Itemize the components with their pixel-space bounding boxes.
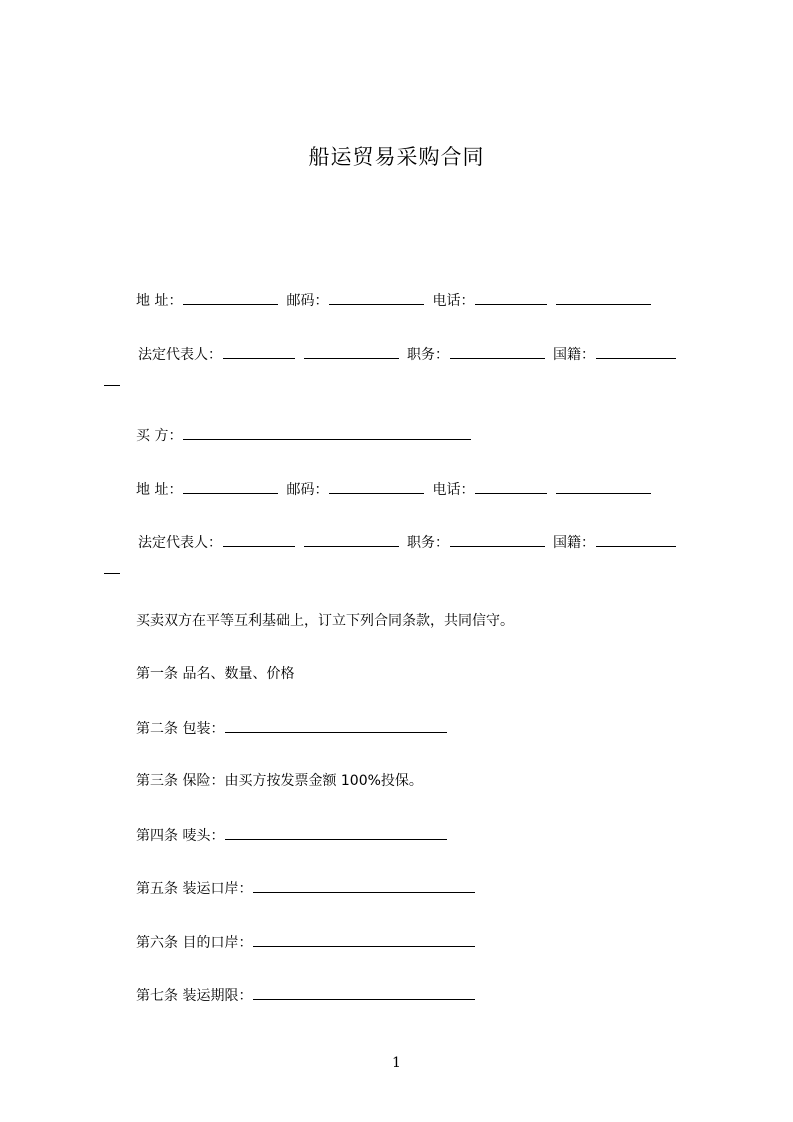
seller-position-label: 职务：	[407, 347, 449, 363]
buyer-phone-extra-blank[interactable]	[556, 479, 651, 494]
buyer-legal-rep-blank[interactable]	[223, 532, 295, 547]
seller-legal-rep-extra-blank[interactable]	[304, 344, 399, 359]
buyer-phone-blank[interactable]	[475, 479, 547, 494]
buyer-nationality-blank-wrap	[104, 573, 120, 574]
buyer-phone-label: 电话：	[432, 482, 475, 498]
contract-title: 船运贸易采购合同	[308, 145, 485, 169]
seller-address-blank[interactable]	[183, 290, 278, 305]
buyer-postcode-label: 邮码：	[286, 482, 329, 498]
clause-4	[136, 825, 447, 846]
seller-position-blank[interactable]	[450, 344, 545, 359]
clause-7	[136, 985, 475, 1006]
buyer-line	[136, 425, 471, 446]
buyer-name-blank[interactable]	[183, 425, 471, 440]
buyer-legal-rep-extra-blank[interactable]	[304, 532, 399, 547]
clause-5-blank[interactable]	[253, 878, 475, 893]
seller-legal-rep-line	[138, 344, 676, 365]
buyer-position-label: 职务：	[407, 535, 449, 551]
clause-7-blank[interactable]	[253, 985, 475, 1000]
seller-phone-extra-blank[interactable]	[556, 290, 651, 305]
buyer-address-label: 地 址：	[136, 482, 183, 498]
clause-5	[136, 878, 475, 899]
seller-address-label: 地 址：	[136, 293, 183, 309]
seller-postcode-blank[interactable]	[329, 290, 424, 305]
clause-6-label: 第六条 目的口岸：	[136, 935, 253, 951]
seller-nationality-blank[interactable]	[596, 344, 676, 359]
buyer-address-line	[136, 479, 651, 500]
clause-4-label: 第四条 唛头：	[136, 828, 225, 844]
buyer-postcode-blank[interactable]	[329, 479, 424, 494]
clause-1	[136, 664, 294, 684]
seller-legal-rep-label: 法定代表人：	[138, 347, 222, 363]
clause-1-label: 第一条 品名、数量、价格	[136, 666, 295, 682]
buyer-legal-rep-line	[138, 532, 676, 553]
seller-phone-label: 电话：	[432, 293, 475, 309]
seller-nationality-blank-wrap	[104, 385, 120, 386]
buyer-nationality-blank[interactable]	[596, 532, 676, 547]
preamble: 买卖双方在平等互利基础上，订立下列合同条款，共同信守。	[136, 613, 514, 629]
clause-6-blank[interactable]	[253, 932, 475, 947]
buyer-label: 买 方：	[136, 428, 183, 444]
buyer-position-blank[interactable]	[450, 532, 545, 547]
seller-phone-blank[interactable]	[475, 290, 547, 305]
seller-nationality-label: 国籍：	[553, 347, 595, 363]
seller-legal-rep-blank[interactable]	[223, 344, 295, 359]
clause-3-label: 第三条 保险：由买方按发票金额 100%投保。	[136, 773, 423, 789]
buyer-nationality-label: 国籍：	[553, 535, 595, 551]
page-number: 1	[392, 1055, 401, 1071]
clause-5-label: 第五条 装运口岸：	[136, 881, 253, 897]
seller-postcode-label: 邮码：	[286, 293, 329, 309]
clause-2-blank[interactable]	[225, 718, 447, 733]
seller-address-line	[136, 290, 651, 311]
clause-6	[136, 932, 475, 953]
clause-2	[136, 718, 447, 739]
clause-4-blank[interactable]	[225, 825, 447, 840]
buyer-legal-rep-label: 法定代表人：	[138, 535, 222, 551]
clause-7-label: 第七条 装运期限：	[136, 988, 253, 1004]
buyer-address-blank[interactable]	[183, 479, 278, 494]
clause-3	[136, 771, 423, 791]
clause-2-label: 第二条 包装：	[136, 721, 225, 737]
